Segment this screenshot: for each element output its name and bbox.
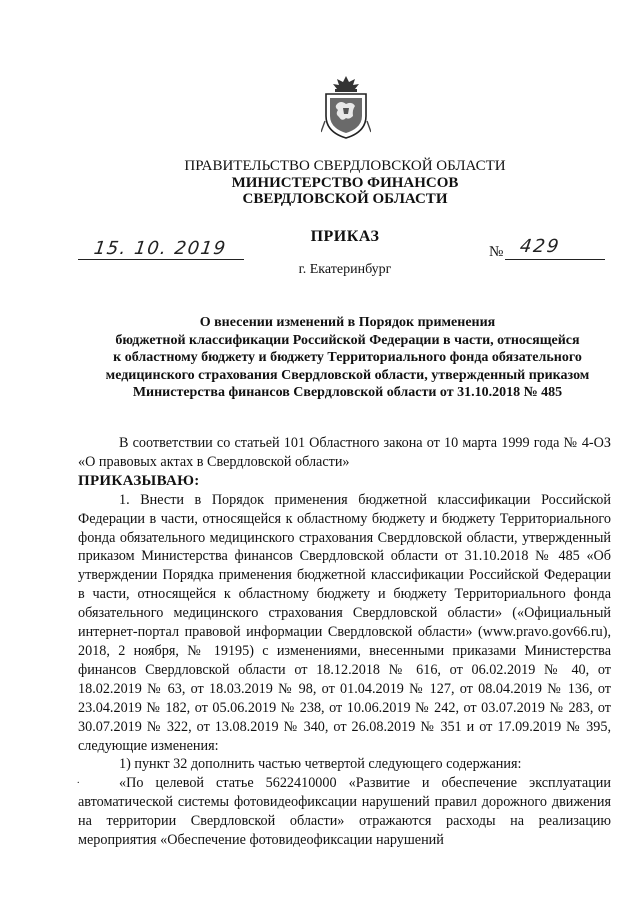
quoted-text-paragraph: «По целевой статье 5622410000 «Развитие и обеспечение эксплуатации автоматической системы фотовидеофиксации нарушений правил дорожного движения на территории Свердловской области» отражаются расходы на реализацию мероприятия «Обеспечение фотовидеофиксации нарушений [78,775,611,849]
subitem-1-paragraph: 1) пункт 32 дополнить частью четвертой следующего содержания: [119,756,522,773]
coat-of-arms-icon [321,74,371,140]
intro-paragraph: В соответствии со статьей 101 Областного закона от 10 марта 1999 года № 4-ОЗ «О правовых актах в Свердловской области» [78,435,611,470]
subject-line: О внесении изменений в Порядок применения [199,315,496,330]
city-name: г. Екатеринбург [298,262,392,277]
number-label: № [489,244,504,260]
ministry-name-line2: СВЕРДЛОВСКОЙ ОБЛАСТИ [242,191,448,207]
margin-dot: . [77,775,80,786]
number-underline [505,259,605,260]
subject-line: Министерства финансов Свердловской области от 31.10.2018 № 485 [132,385,563,400]
date-underline [78,259,244,260]
subject-line: бюджетной классификации Российской Федерации в части, относящейся [115,332,580,348]
subject-line: медицинского страхования Свердловской области, утвержденный приказом [105,367,590,383]
subject-line: к областному бюджету и бюджету Территориального фонда обязательного [113,350,582,365]
order-word: ПРИКАЗЫВАЮ: [78,472,200,489]
order-subject [70,314,625,402]
government-name: ПРАВИТЕЛЬСТВО СВЕРДЛОВСКОЙ ОБЛАСТИ [184,158,506,174]
document-type-title: ПРИКАЗ [310,228,380,245]
handwritten-date: 15. 10. 2019 [92,238,228,259]
item-1-paragraph: 1. Внести в Порядок применения бюджетной классификации Российской Федерации в части, относящейся к областному бюджету и бюджету Территориального фонда обязательного медицинского страхования Свердловской области, утвержденный приказом Министерства финансов Свердловской области от 31.10.2018 № 485 «Об утверждении Порядка применения бюджетной классификации Российской Федерации в части, относящейся к областному бюджету и бюджету Территориального фонда обязательного медицинского страхования Свердловской области» («Официальный интернет-портал правовой информации Свердловской области» (www.pravo.gov66.ru), 2018, 2 ноября, № 19195) с изменениями, внесенными приказами Министерства финансов Свердловской области от 18.12.2018 № 616, от 06.02.2019 № 40, от 18.02.2019 № 63, от 18.03.2019 № 98, от 01.04.2019 № 127, от 08.04.2019 № 136, от 23.04.2019 № 182, от 05.06.2019 № 238, от 10.06.2019 № 242, от 03.07.2019 № 283, от 30.07.2019 № 322, от 13.08.2019 № 340, от 26.08.2019 № 351 и от 17.09.2019 № 395, следующие изменения: [78,491,611,754]
ministry-name-line1: МИНИСТЕРСТВО ФИНАНСОВ [231,175,459,191]
handwritten-number: 429 [518,236,562,257]
document-body [78,434,611,850]
